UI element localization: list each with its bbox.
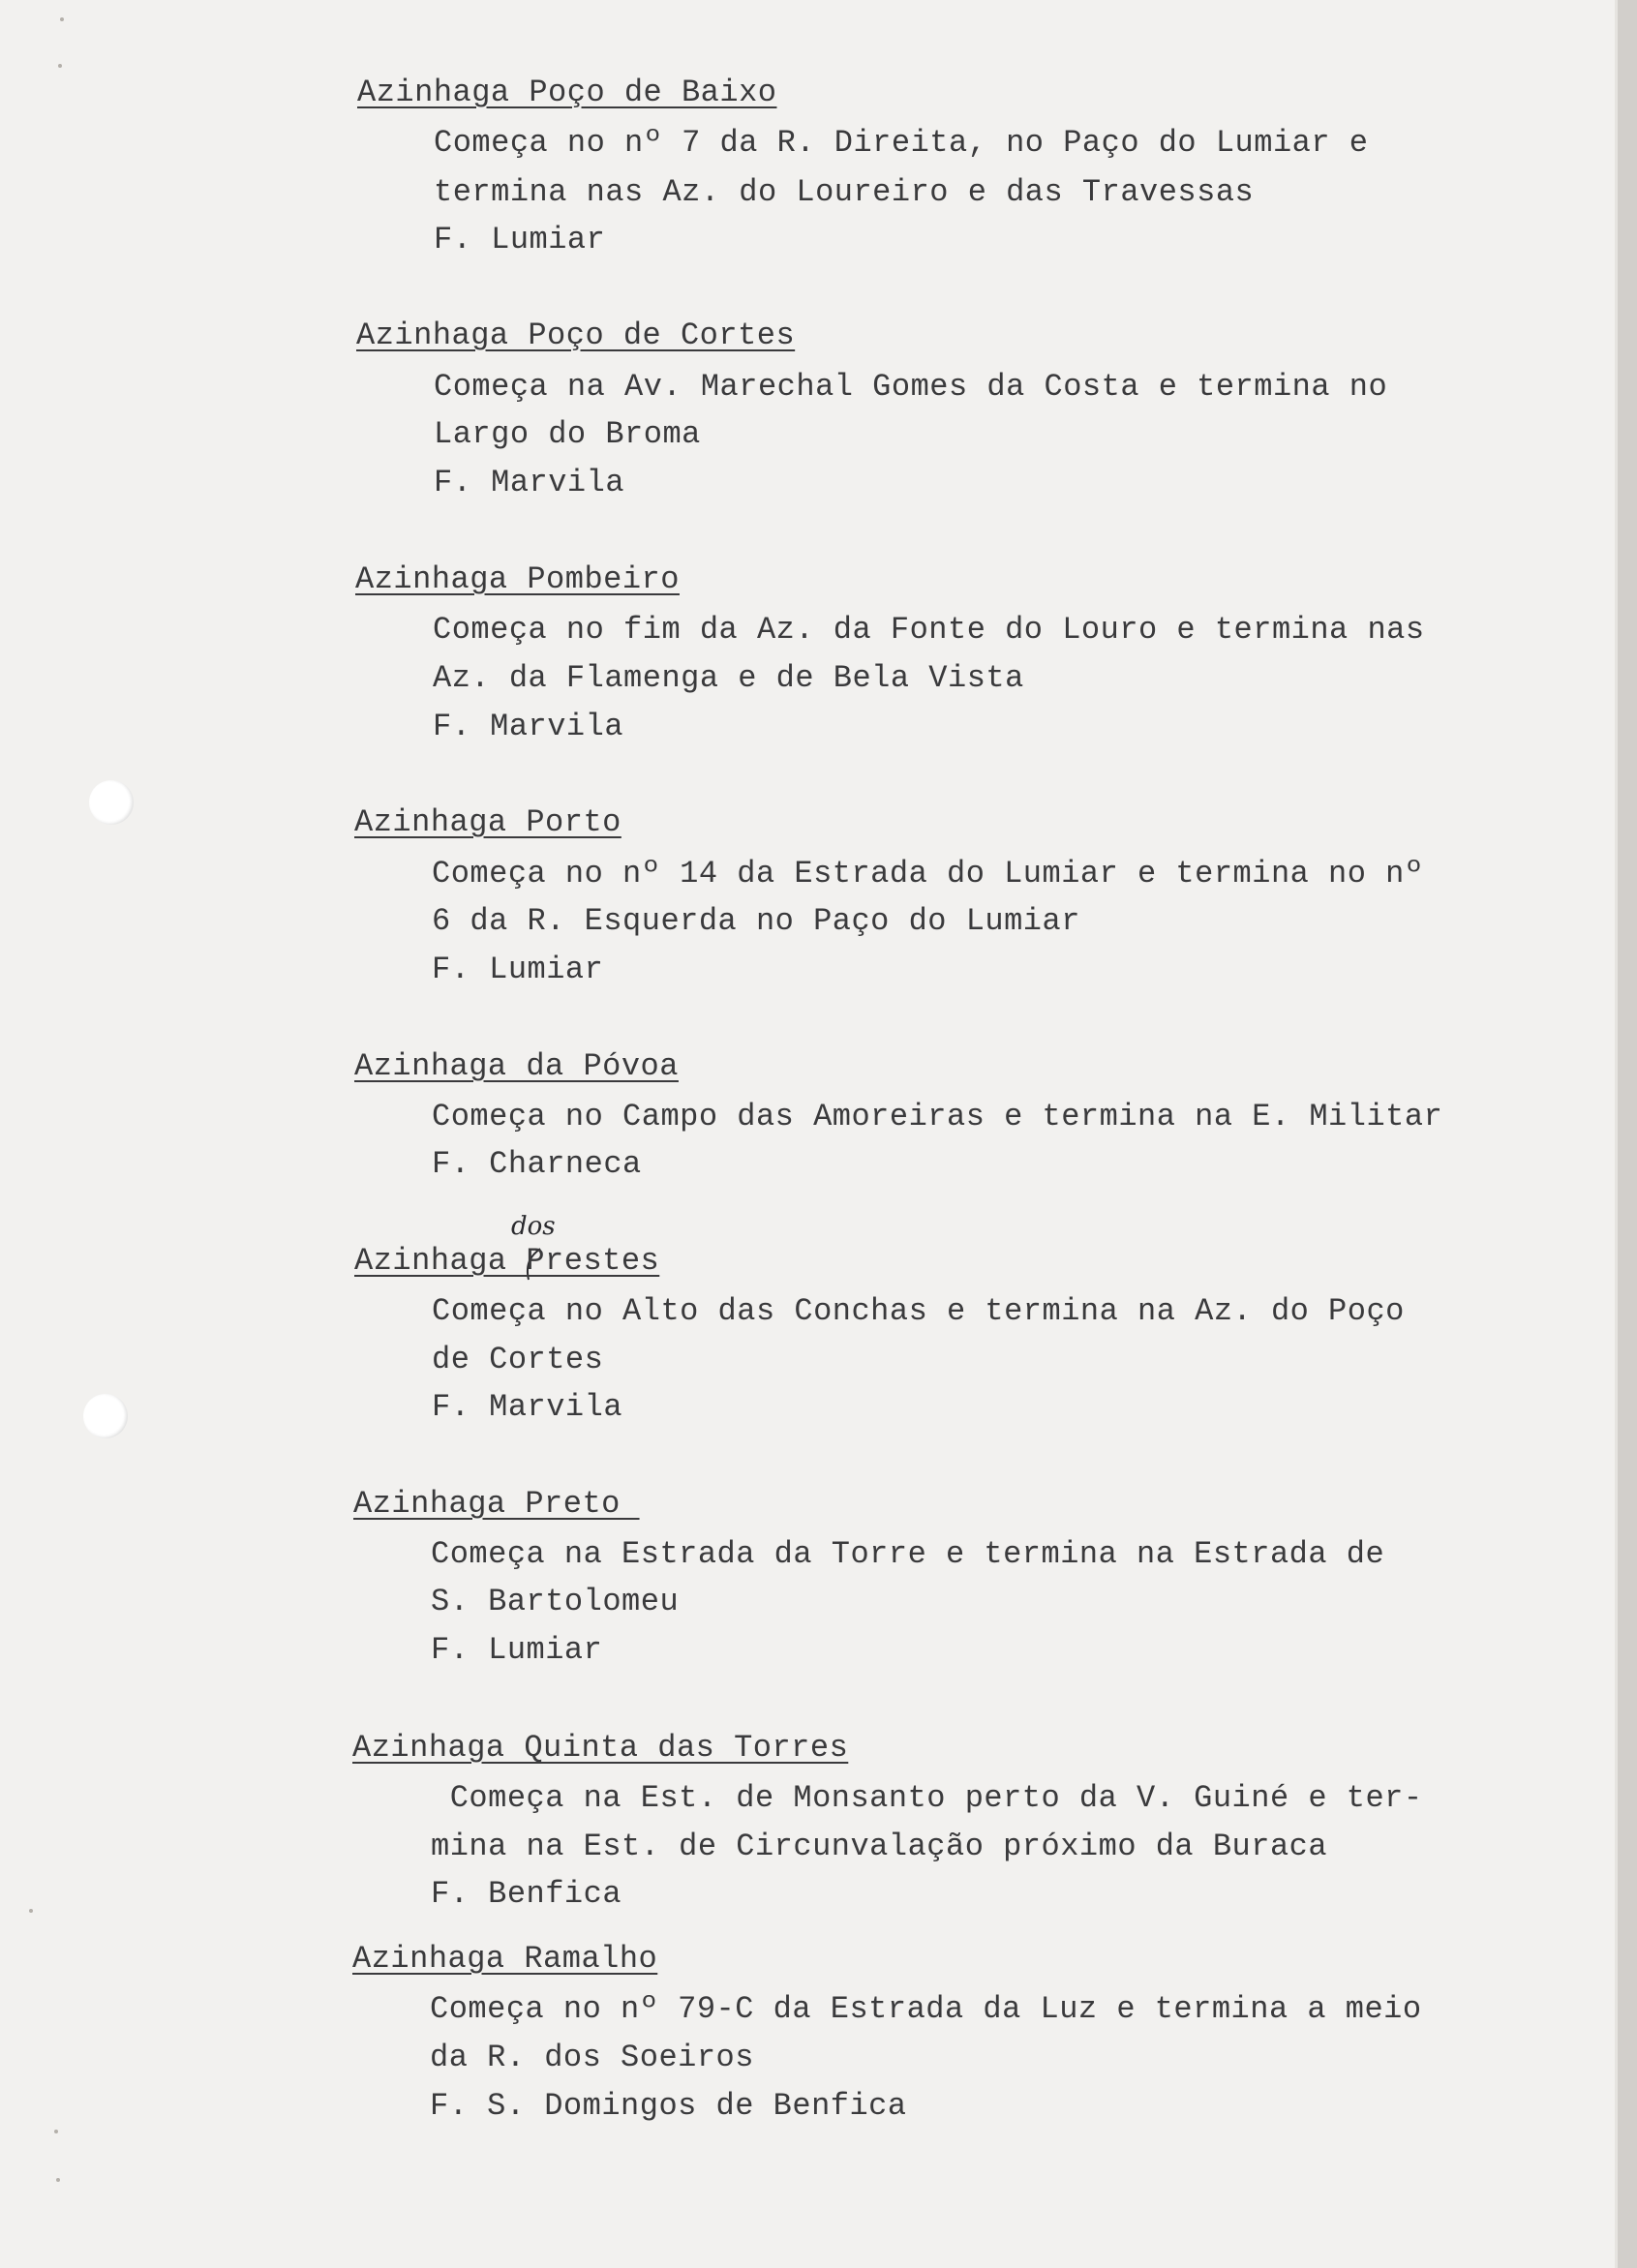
street-title: Azinhaga Poço de Baixo: [357, 75, 777, 110]
paper-speck: [29, 1909, 33, 1913]
street-description-line: Az. da Flamenga e de Bela Vista: [433, 660, 1024, 696]
street-description-line: Começa na Est. de Monsanto perto da V. Guiné e ter-: [431, 1780, 1423, 1816]
paper-speck: [56, 2178, 60, 2182]
street-description-line: da R. dos Soeiros: [430, 2040, 754, 2075]
street-description-line: Começa no Alto das Conchas e termina na Az. do Poço: [432, 1293, 1405, 1329]
street-description-line: 6 da R. Esquerda no Paço do Lumiar: [432, 903, 1080, 939]
street-description-line: Começa no fim da Az. da Fonte do Louro e termina nas: [433, 612, 1425, 648]
page-edge-shadow: [1618, 0, 1637, 2268]
paper-speck: [60, 17, 64, 21]
street-description-line: Começa no Campo das Amoreiras e termina na E. Militar: [432, 1099, 1443, 1134]
street-description-line: S. Bartolomeu: [431, 1584, 680, 1619]
parish-line: F. Charneca: [432, 1146, 642, 1182]
street-title: Azinhaga Preto: [353, 1486, 640, 1522]
parish-line: F. Lumiar: [432, 952, 604, 987]
street-description-line: Largo do Broma: [434, 416, 701, 452]
street-description-line: de Cortes: [432, 1342, 604, 1377]
street-title: Azinhaga Pombeiro: [355, 561, 680, 597]
street-description-line: Começa no nº 7 da R. Direita, no Paço do Lumiar e: [434, 125, 1369, 161]
street-description-line: Começa na Estrada da Torre e termina na Estrada de: [431, 1536, 1385, 1572]
street-title: Azinhaga da Póvoa: [354, 1048, 679, 1084]
street-title: Azinhaga Poço de Cortes: [356, 318, 796, 353]
parish-line: F. Lumiar: [431, 1632, 603, 1668]
parish-line: F. S. Domingos de Benfica: [430, 2088, 907, 2124]
parish-line: F. Marvila: [434, 465, 625, 500]
street-title: Azinhaga Ramalho: [352, 1941, 658, 1977]
street-description-line: Começa no nº 79-C da Estrada da Luz e termina a meio: [430, 1991, 1422, 2027]
street-description-line: mina na Est. de Circunvalação próximo da Buraca: [431, 1829, 1328, 1864]
street-description-line: termina nas Az. do Loureiro e das Travessas: [434, 174, 1255, 210]
paper-speck: [54, 2130, 58, 2133]
parish-line: F. Marvila: [433, 709, 624, 744]
parish-line: F. Marvila: [432, 1389, 623, 1425]
street-description-line: Começa no nº 14 da Estrada do Lumiar e termina no nº: [432, 856, 1424, 892]
parish-line: F. Benfica: [431, 1876, 622, 1912]
punch-hole: [83, 1394, 128, 1438]
street-title: Azinhaga Porto: [354, 804, 621, 840]
punch-hole: [89, 780, 134, 825]
street-title: Azinhaga Quinta das Torres: [352, 1730, 849, 1766]
street-description-line: Começa na Av. Marechal Gomes da Costa e termina no: [434, 369, 1388, 405]
handwritten-annotation: dos: [511, 1212, 556, 1241]
street-title: Azinhaga Prestes: [354, 1243, 660, 1279]
paper-speck: [58, 64, 62, 68]
parish-line: F. Lumiar: [434, 222, 606, 257]
